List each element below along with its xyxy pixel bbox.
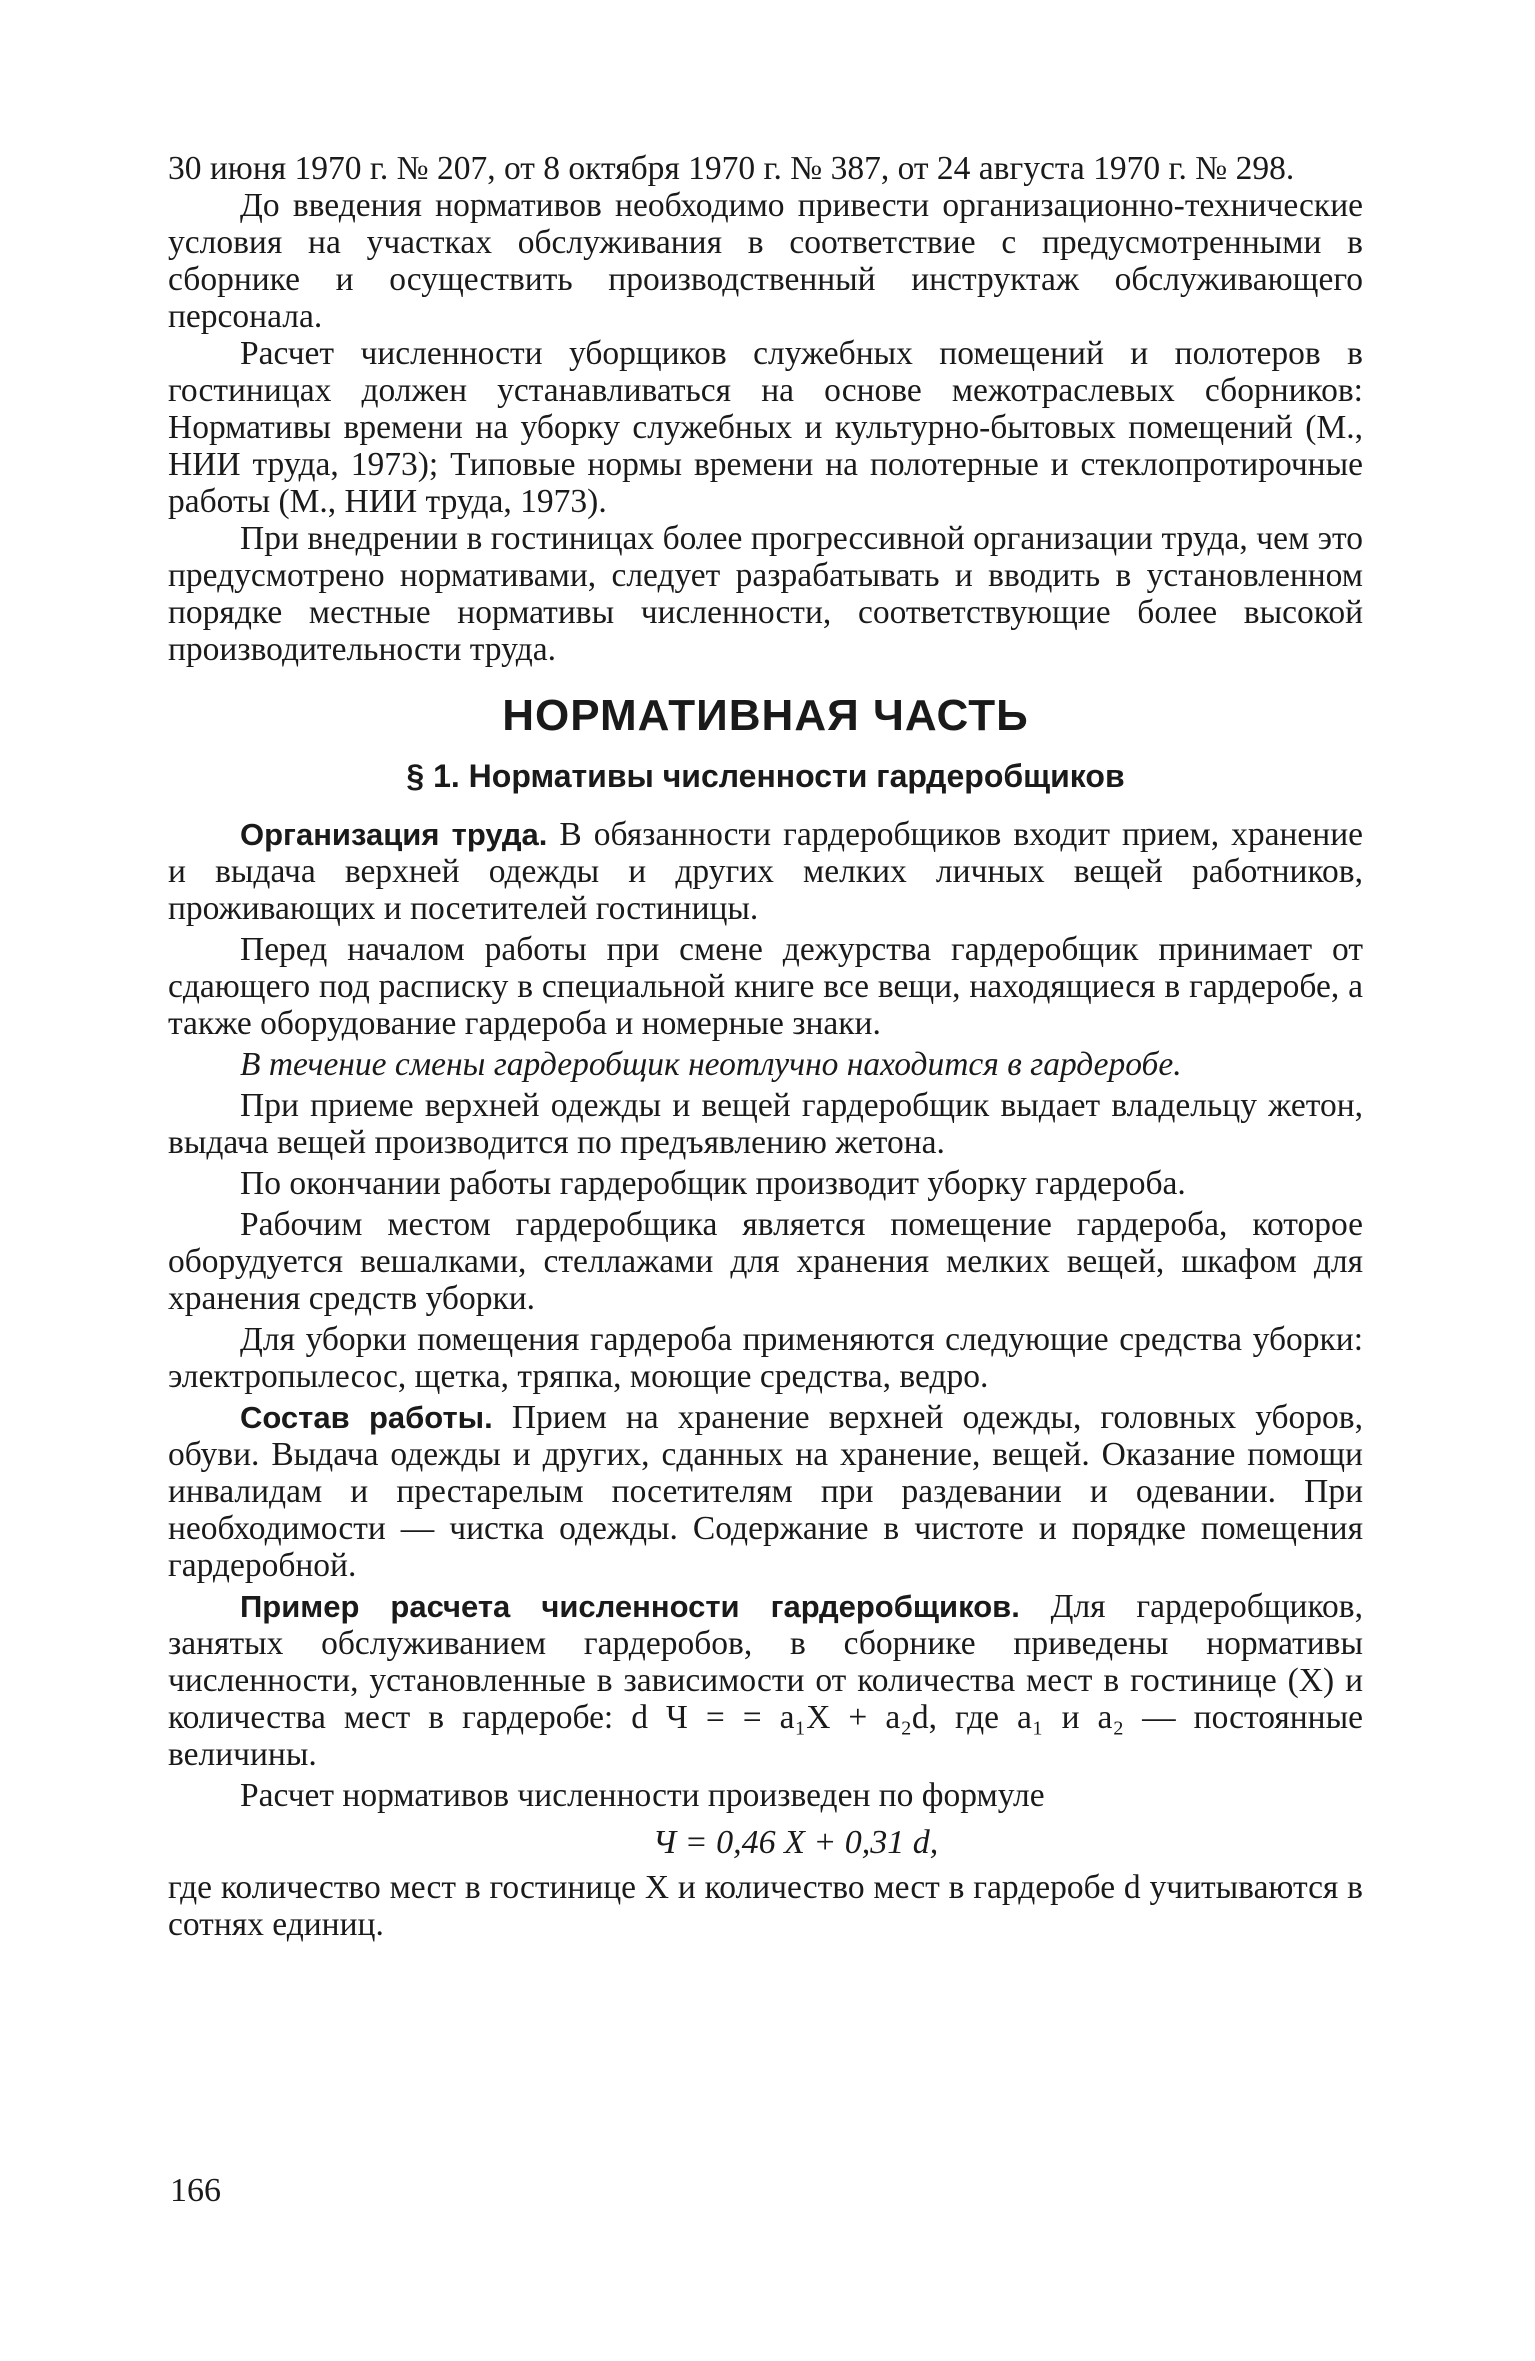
end-of-work-paragraph: По окончании работы гардеробщик производит уборку гардероба.: [240, 1165, 1186, 1202]
before-work-paragraph: Перед началом работы при смене дежурства гардеробщик принимает от сдающего под расписку в специальной книге все вещи, находящиеся в гардеробе, а также оборудование гардероба и номерные знаки.: [168, 931, 1363, 1042]
example-lead: Пример расчета численности гардеробщиков.: [240, 1589, 1020, 1624]
intro-paragraph-1: До введения нормативов необходимо привести организационно-технические условия на участках обслуживания в соответствие с предусмотренными в сборнике и осуществить производственный инструктаж обслуживающего персонала.: [168, 187, 1363, 335]
formula: Ч = 0,46 X + 0,31 d,: [652, 1824, 939, 1861]
cleaning-paragraph: Для уборки помещения гардероба применяются следующие средства уборки: электропылесос, щетка, тряпка, моющие средства, ведро.: [168, 1321, 1363, 1395]
work-composition-lead: Состав работы.: [240, 1400, 493, 1435]
formula-intro-paragraph: Расчет нормативов численности произведен по формуле: [240, 1777, 1045, 1814]
shift-text: В течение смены гардеробщик неотлучно находится в гардеробе.: [240, 1046, 1182, 1083]
intro-paragraph-2: Расчет численности уборщиков служебных помещений и полотеров в гостиницах должен устанавливаться на основе межотраслевых сборников: Нормативы времени на уборку служебных и культурно-бытовых помещений (М., НИИ труда, 1973); Типовые нормы времени на полотерные и стеклопротирочные работы (М., НИИ труда, 1973).: [168, 335, 1363, 520]
intro-paragraph-0: 30 июня 1970 г. № 207, от 8 октября 1970 г. № 387, от 24 августа 1970 г. № 298.: [168, 150, 1295, 187]
example-text: Для гардеробщиков, занятых обслуживанием гардеробов, в сборнике приведены нормативы численности, установленные в зависимости от количества мест в гостинице (X) и количества мест в гардеробе: d Ч = = a₁X + a₂d, где a₁ и a₂ — постоянные величины.: [168, 1588, 1363, 1773]
organization-lead: Организация труда.: [240, 817, 548, 852]
section-title: НОРМАТИВНАЯ ЧАСТЬ: [502, 691, 1029, 740]
after-formula-paragraph: где количество мест в гостинице X и количество мест в гардеробе d учитываются в сотнях единиц.: [168, 1869, 1363, 1943]
organization-paragraph: [168, 816, 1363, 927]
work-composition-paragraph: [168, 1399, 1363, 1584]
receive-paragraph: При приеме верхней одежды и вещей гардеробщик выдает владельцу жетон, выдача вещей производится по предъявлению жетона.: [168, 1087, 1363, 1161]
section-subtitle: § 1. Нормативы численности гардеробщиков: [406, 758, 1125, 794]
organization-text: В обязанности гардеробщиков входит прием, хранение и выдача верхней одежды и других мелких личных вещей работников, проживающих и посетителей гостиницы.: [168, 816, 1364, 927]
example-paragraph: [168, 1588, 1363, 1773]
workplace-paragraph: Рабочим местом гардеробщика является помещение гардероба, которое оборудуется вешалками, стеллажами для хранения мелких вещей, шкафом для хранения средств уборки.: [168, 1206, 1363, 1317]
page-content: [168, 150, 1363, 1943]
page-number: 166: [170, 2172, 221, 2209]
work-composition-text: Прием на хранение верхней одежды, головных уборов, обуви. Выдача одежды и других, сданных на хранение, вещей. Оказание помощи инвалидам и престарелым посетителям при раздевании и одевании. При необходимости — чистка одежды. Содержание в чистоте и порядке помещения гардеробной.: [168, 1399, 1363, 1584]
shift-paragraph: [168, 1046, 1363, 1083]
intro-paragraph-3: При внедрении в гостиницах более прогрессивной организации труда, чем это предусмотрено нормативами, следует разрабатывать и вводить в установленном порядке местные нормативы численности, соответствующие более высокой производительности труда.: [168, 520, 1363, 668]
